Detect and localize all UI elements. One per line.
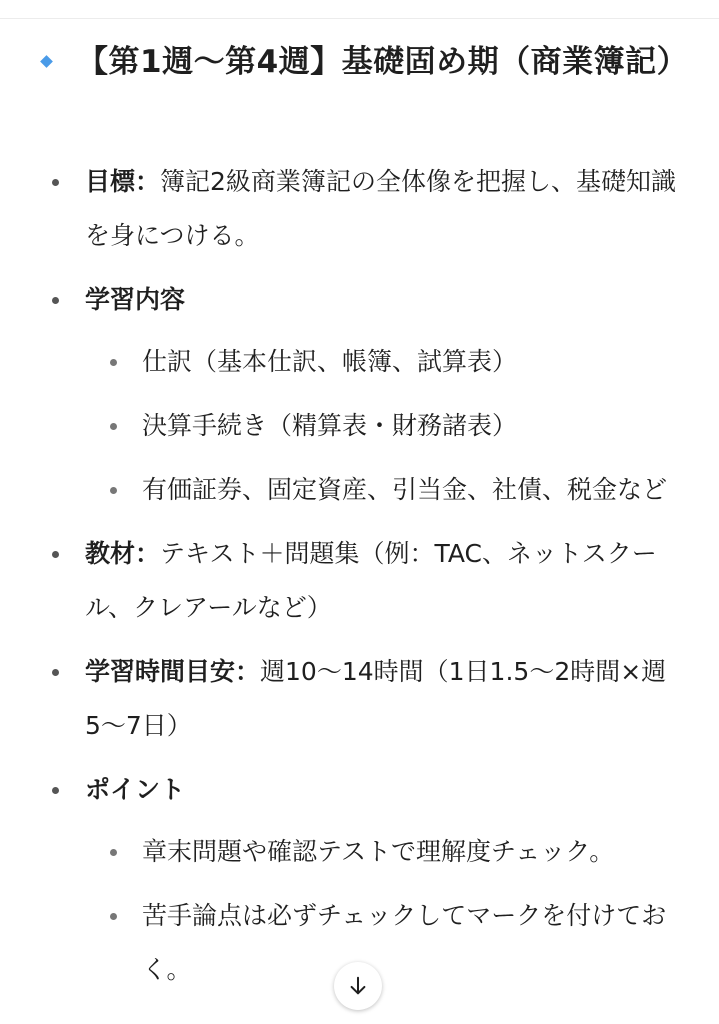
item-label: 学習時間目安 <box>85 657 236 686</box>
sub-item-text: 章末問題や確認テストで理解度チェック。 <box>142 837 615 866</box>
section-heading-text: 【第1週〜第4週】基礎固め期（商業簿記） <box>77 44 689 80</box>
item-label: 教材 <box>85 539 136 568</box>
section-heading <box>28 34 698 90</box>
bullet-dot <box>110 423 117 430</box>
list-item-goal <box>0 155 719 263</box>
bullet-dot <box>52 787 59 794</box>
list-item-study-content <box>0 273 719 517</box>
sub-list <box>85 335 689 517</box>
bullet-dot <box>110 849 117 856</box>
bullet-dot <box>52 297 59 304</box>
item-label: 学習内容 <box>85 285 186 314</box>
scroll-down-button[interactable] <box>334 962 382 1010</box>
item-label: 目標 <box>85 167 136 196</box>
list-item-study-time <box>0 645 719 753</box>
arrow-down-icon <box>347 975 369 997</box>
item-text: 簿記2級商業簿記の全体像を把握し、基礎知識を身につける。 <box>85 167 676 250</box>
sub-list-item <box>0 399 689 453</box>
sub-list <box>85 825 689 997</box>
item-text: 週10〜14時間（1日1.5〜2時間×週5〜7日） <box>85 657 667 740</box>
bullet-dot <box>110 913 117 920</box>
bullet-dot <box>52 551 59 558</box>
item-separator: ： <box>235 657 261 686</box>
sub-item-text: 仕訳（基本仕訳、帳簿、試算表） <box>142 347 518 376</box>
sub-item-text: 決算手続き（精算表・財務諸表） <box>142 411 518 440</box>
bullet-dot <box>110 487 117 494</box>
bullet-dot <box>110 359 117 366</box>
bullet-list <box>0 155 719 997</box>
item-separator: ： <box>135 167 161 196</box>
item-label: ポイント <box>85 775 186 804</box>
sub-item-text: 有価証券、固定資産、引当金、社債、税金など <box>142 475 668 504</box>
list-item-materials <box>0 527 719 635</box>
bullet-dot <box>52 669 59 676</box>
sub-item-text: 苦手論点は必ずチェックしてマークを付けておく。 <box>142 901 667 984</box>
sub-list-item <box>0 463 689 517</box>
bullet-dot <box>52 179 59 186</box>
top-divider <box>0 18 719 19</box>
sub-list-item <box>0 335 689 389</box>
item-text: テキスト＋問題集（例：TAC、ネットスクール、クレアールなど） <box>85 539 657 622</box>
sub-list-item <box>0 825 689 879</box>
item-separator: ： <box>135 539 161 568</box>
small-blue-diamond-icon <box>40 55 53 68</box>
